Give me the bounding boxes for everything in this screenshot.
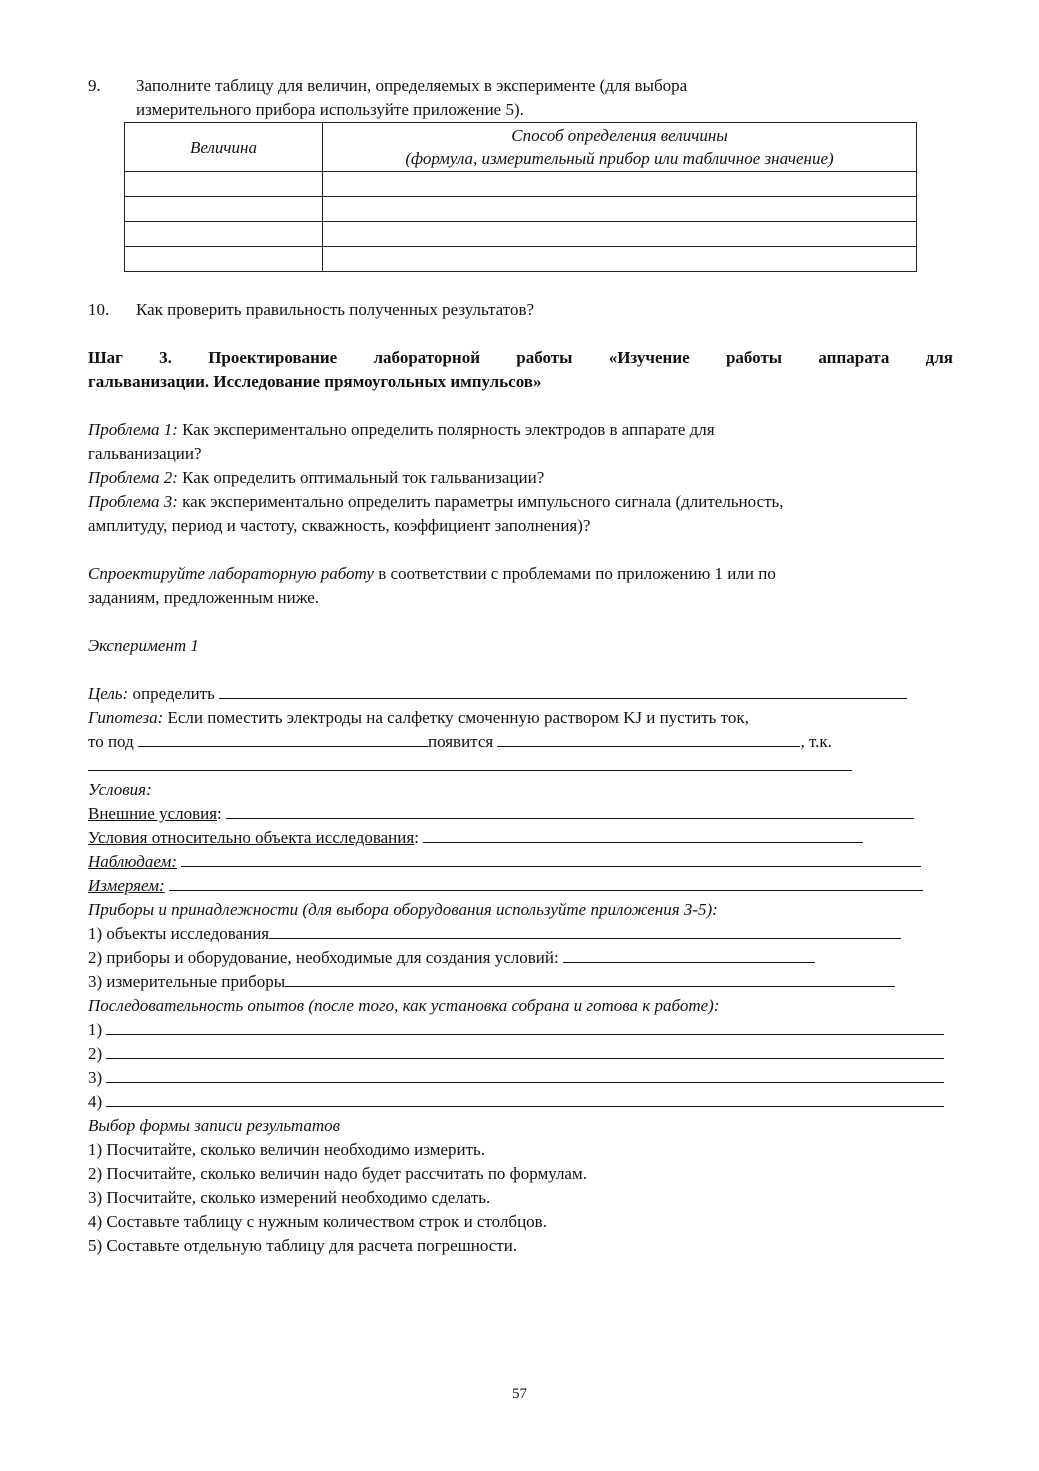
table-cell[interactable] — [125, 172, 323, 197]
measure-label: Измеряем: — [88, 876, 165, 895]
table-row — [125, 197, 917, 222]
step-heading-line1 — [88, 346, 953, 370]
table-header-method — [323, 123, 917, 172]
heading-word: Проектирование — [208, 348, 338, 367]
sequence-item-1 — [88, 1018, 953, 1042]
devices-item-blank[interactable] — [285, 970, 895, 987]
object-conditions-line — [88, 826, 953, 850]
conditions-label: Условия: — [88, 780, 152, 799]
question-number: 10. — [88, 300, 110, 319]
problem-text: Как определить оптимальный ток гальванизации? — [177, 468, 545, 487]
heading-word: «Изучение — [608, 348, 690, 367]
table-cell[interactable] — [125, 247, 323, 272]
heading-word: 3. — [159, 348, 172, 367]
design-instruction-cont: заданиям, предложенным ниже. — [88, 588, 320, 607]
hypothesis-blank-reason[interactable] — [88, 754, 852, 771]
hypothesis-blank-result[interactable] — [497, 730, 800, 747]
hypothesis-text: Если поместить электроды на салфетку смоченную раствором KJ и пустить ток, — [163, 708, 749, 727]
document-page — [88, 74, 953, 1258]
table-header-method-line1: Способ определения величины — [511, 126, 728, 145]
hypothesis-line3 — [88, 754, 953, 778]
sequence-item-num: 4) — [88, 1092, 103, 1111]
devices-item-blank[interactable] — [563, 946, 815, 963]
table-cell[interactable] — [323, 247, 917, 272]
measure-blank[interactable] — [169, 874, 923, 891]
design-label: Спроектируйте лабораторную работу — [88, 564, 374, 583]
heading-word: лабораторной — [373, 348, 480, 367]
problem-text: Как экспериментально определить полярность электродов в аппарате для — [177, 420, 715, 439]
devices-label: Приборы и принадлежности (для выбора оборудования используйте приложения 3-5): — [88, 900, 718, 919]
sequence-item-4 — [88, 1090, 953, 1114]
sequence-item-3 — [88, 1066, 953, 1090]
devices-item-num: 3) — [88, 972, 103, 991]
hypothesis-text-b: появится — [427, 732, 498, 751]
sequence-item-blank[interactable] — [106, 1018, 944, 1035]
heading-word: Шаг — [88, 348, 123, 367]
question-10 — [88, 298, 953, 322]
question-number: 9. — [88, 76, 101, 95]
problem-3 — [88, 490, 953, 514]
table-header-quantity: Величина — [125, 123, 323, 172]
results-item: 1) Посчитайте, сколько величин необходимо измерить. — [88, 1140, 486, 1159]
external-conditions-label: Внешние условия — [88, 804, 218, 823]
table-row — [125, 222, 917, 247]
hypothesis-text-a: то под — [88, 732, 138, 751]
table-cell[interactable] — [323, 172, 917, 197]
table-cell[interactable] — [125, 197, 323, 222]
problem-text: как экспериментально определить параметры импульсного сигнала (длительность, — [177, 492, 784, 511]
goal-label: Цель: — [88, 684, 129, 703]
step-heading-line2: гальванизации. Исследование прямоугольных импульсов» — [88, 372, 542, 391]
problem-3-cont: амплитуду, период и частоту, скважность, коэффициент заполнения)? — [88, 516, 591, 535]
colon: : — [217, 804, 227, 823]
problem-2 — [88, 466, 953, 490]
table-header-row — [125, 123, 917, 172]
problem-1-cont: гальванизации? — [88, 444, 202, 463]
table-header-method-line2: (формула, измерительный прибор или табличное значение) — [405, 149, 834, 168]
hypothesis-line2 — [88, 730, 953, 754]
results-item: 2) Посчитайте, сколько величин надо будет рассчитать по формулам. — [88, 1164, 587, 1183]
sequence-item-blank[interactable] — [106, 1090, 944, 1107]
results-label: Выбор формы записи результатов — [88, 1116, 341, 1135]
table-cell[interactable] — [323, 222, 917, 247]
observe-blank[interactable] — [181, 850, 921, 867]
problem-label: Проблема 1: — [88, 420, 178, 439]
question-text-line1: Заполните таблицу для величин, определяемых в эксперименте (для выбора — [136, 76, 688, 95]
heading-word: работы — [725, 348, 783, 367]
observe-label: Наблюдаем: — [88, 852, 178, 871]
design-instruction — [88, 562, 953, 586]
heading-word: для — [925, 348, 953, 367]
results-item: 4) Составьте таблицу с нужным количеством строк и столбцов. — [88, 1212, 547, 1231]
devices-item-num: 1) — [88, 924, 103, 943]
problem-label: Проблема 3: — [88, 492, 178, 511]
results-item: 5) Составьте отдельную таблицу для расчета погрешности. — [88, 1236, 518, 1255]
devices-item-num: 2) — [88, 948, 103, 967]
question-9-line2: измерительного прибора используйте приложение 5). — [136, 100, 524, 119]
table-row — [125, 172, 917, 197]
external-conditions-line — [88, 802, 953, 826]
devices-item-3 — [88, 970, 953, 994]
hypothesis-label: Гипотеза: — [88, 708, 164, 727]
devices-item-text: объекты исследования — [102, 924, 270, 943]
object-conditions-label: Условия относительно объекта исследования — [88, 828, 415, 847]
heading-word: работы — [516, 348, 573, 367]
problem-label: Проблема 2: — [88, 468, 178, 487]
observe-line — [88, 850, 953, 874]
question-9 — [88, 74, 953, 98]
sequence-item-num: 1) — [88, 1020, 103, 1039]
table-cell[interactable] — [125, 222, 323, 247]
devices-item-1 — [88, 922, 953, 946]
hypothesis-blank-electrode[interactable] — [138, 730, 428, 747]
hypothesis-text-c: , т.к. — [800, 732, 832, 751]
experiment-title: Эксперимент 1 — [88, 636, 199, 655]
measure-line — [88, 874, 953, 898]
problem-1 — [88, 418, 953, 442]
object-conditions-blank[interactable] — [423, 826, 863, 843]
goal-blank[interactable] — [219, 682, 907, 699]
results-item: 3) Посчитайте, сколько измерений необходимо сделать. — [88, 1188, 491, 1207]
external-conditions-blank[interactable] — [226, 802, 914, 819]
sequence-item-blank[interactable] — [106, 1042, 944, 1059]
table-cell[interactable] — [323, 197, 917, 222]
goal-line — [88, 682, 953, 706]
devices-item-blank[interactable] — [269, 922, 901, 939]
sequence-item-num: 2) — [88, 1044, 103, 1063]
devices-item-text: измерительные приборы — [102, 972, 286, 991]
question-text: Как проверить правильность полученных результатов? — [136, 300, 535, 319]
design-text: в соответствии с проблемами по приложению 1 или по — [373, 564, 776, 583]
hypothesis-line — [88, 706, 953, 730]
table-row — [125, 247, 917, 272]
sequence-item-2 — [88, 1042, 953, 1066]
heading-word: аппарата — [818, 348, 890, 367]
colon: : — [414, 828, 424, 847]
devices-item-2 — [88, 946, 953, 970]
sequence-item-blank[interactable] — [106, 1066, 944, 1083]
quantities-table — [124, 122, 917, 272]
devices-item-text: приборы и оборудование, необходимые для создания условий: — [102, 948, 563, 967]
goal-text: определить — [128, 684, 220, 703]
sequence-item-num: 3) — [88, 1068, 103, 1087]
page-number: 57 — [512, 1386, 527, 1402]
sequence-label: Последовательность опытов (после того, как установка собрана и готова к работе): — [88, 996, 720, 1015]
